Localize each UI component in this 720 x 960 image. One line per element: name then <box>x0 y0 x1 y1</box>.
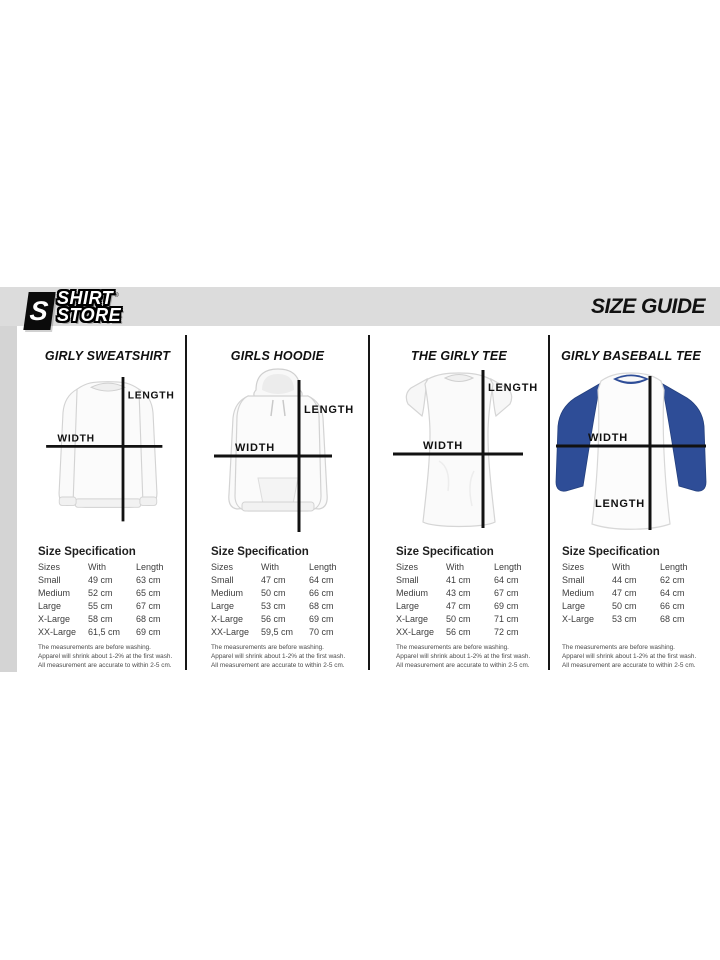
product-title: GIRLY BASEBALL TEE <box>561 349 701 363</box>
header-sizes: Sizes <box>396 562 419 572</box>
disclaimer-line: All measurement are accurate to within 2-5 cm. <box>396 662 530 669</box>
table-row: Large 50 cm 66 cm <box>562 601 685 611</box>
disclaimer-line: The measurements are before washing. <box>211 644 324 651</box>
table-row: Large 55 cm 67 cm <box>38 601 161 611</box>
tee-image <box>379 366 539 538</box>
sweatshirt-image <box>33 366 183 538</box>
table-row: Small 44 cm 62 cm <box>562 575 685 585</box>
sweatshirt-right-cuff <box>139 497 156 505</box>
sweatshirt-hem <box>75 499 141 507</box>
disclaimer-line: All measurement are accurate to within 2-5 cm. <box>38 662 172 669</box>
product-column-girly-tee <box>368 335 548 670</box>
spec-header-row <box>396 561 544 574</box>
side-strip <box>0 326 17 672</box>
spec-section <box>187 546 368 670</box>
disclaimer <box>38 643 180 670</box>
disclaimer-line: Apparel will shrink about 1-2% at the first wash. <box>396 653 531 660</box>
width-label: WIDTH <box>56 433 95 445</box>
page-title: SIZE GUIDE <box>590 295 705 318</box>
table-row: X-Large 53 cm 68 cm <box>562 614 685 624</box>
spec-heading: Size Specification <box>562 546 660 558</box>
table-row: Large 47 cm 69 cm <box>396 601 519 611</box>
disclaimer <box>562 643 704 670</box>
width-label: WIDTH <box>234 442 275 454</box>
table-row <box>562 626 710 639</box>
hoodie-hem <box>242 502 314 511</box>
table-row: Medium 43 cm 67 cm <box>396 588 519 598</box>
length-label: LENGTH <box>127 390 175 402</box>
disclaimer-line: The measurements are before washing. <box>38 644 151 651</box>
baseball-right-sleeve <box>661 383 706 491</box>
logo-s-letter: S <box>28 295 51 326</box>
logo-wordmark <box>57 290 121 324</box>
table-row: XX-Large 56 cm 72 cm <box>396 627 519 637</box>
spec-table <box>396 561 544 639</box>
disclaimer <box>211 643 353 670</box>
disclaimer-line: All measurement are accurate to within 2-5 cm. <box>211 662 345 669</box>
disclaimer <box>396 643 538 670</box>
disclaimer-line: Apparel will shrink about 1-2% at the first wash. <box>562 653 697 660</box>
tee-left-sleeve <box>406 379 427 416</box>
product-title: GIRLY SWEATSHIRT <box>44 349 171 363</box>
disclaimer-line: Apparel will shrink about 1-2% at the first wash. <box>38 653 173 660</box>
table-row: XX-Large 61,5 cm 69 cm <box>38 627 161 637</box>
header-width: With <box>261 562 279 572</box>
hoodie-image <box>198 366 358 538</box>
spec-table <box>562 561 710 639</box>
spec-table <box>211 561 359 639</box>
table-row: X-Large 58 cm 68 cm <box>38 614 161 624</box>
header-width: With <box>446 562 464 572</box>
disclaimer-line: All measurement are accurate to within 2-5 cm. <box>562 662 696 669</box>
spec-heading: Size Specification <box>38 546 136 558</box>
length-label: LENGTH <box>594 498 645 510</box>
table-row: Small 49 cm 63 cm <box>38 575 161 585</box>
length-label: LENGTH <box>488 382 539 394</box>
product-column-girly-baseball-tee <box>548 335 712 670</box>
width-label: WIDTH <box>587 432 629 444</box>
sweatshirt-left-cuff <box>59 497 76 505</box>
header-length: Length <box>660 562 688 572</box>
size-guide-columns <box>30 335 712 669</box>
table-row: Medium 47 cm 64 cm <box>562 588 685 598</box>
product-title: GIRLS HOODIE <box>230 349 325 363</box>
logo-line2: STORE <box>57 305 122 326</box>
logo-line1: SHIRT® <box>57 288 120 308</box>
logo-s-icon <box>23 292 55 330</box>
registered-mark: ® <box>114 293 120 299</box>
header-width: With <box>88 562 106 572</box>
table-row: X-Large 50 cm 71 cm <box>396 614 519 624</box>
baseball-tee-image <box>551 366 711 538</box>
table-row: Large 53 cm 68 cm <box>211 601 334 611</box>
table-row: Small 47 cm 64 cm <box>211 575 334 585</box>
disclaimer-line: Apparel will shrink about 1-2% at the first wash. <box>211 653 346 660</box>
length-label: LENGTH <box>303 404 354 416</box>
spec-header-row <box>211 561 359 574</box>
header-sizes: Sizes <box>38 562 61 572</box>
width-label: WIDTH <box>422 440 464 452</box>
header-sizes: Sizes <box>562 562 585 572</box>
header-length: Length <box>309 562 337 572</box>
table-row: Small 41 cm 64 cm <box>396 575 519 585</box>
product-column-girls-hoodie <box>185 335 368 670</box>
brand-logo <box>26 288 122 330</box>
spec-heading: Size Specification <box>211 546 309 558</box>
table-row: X-Large 56 cm 69 cm <box>211 614 334 624</box>
spec-section <box>550 546 712 670</box>
table-row: Medium 52 cm 65 cm <box>38 588 161 598</box>
disclaimer-line: The measurements are before washing. <box>562 644 675 651</box>
table-row: Medium 50 cm 66 cm <box>211 588 334 598</box>
hoodie-pocket <box>258 478 298 504</box>
spec-heading: Size Specification <box>396 546 494 558</box>
spec-table <box>38 561 186 639</box>
header-length: Length <box>136 562 164 572</box>
product-column-girly-sweatshirt <box>30 335 185 670</box>
spec-header-row <box>38 561 186 574</box>
product-title: THE GIRLY TEE <box>411 349 507 363</box>
header-sizes: Sizes <box>211 562 234 572</box>
spec-section <box>370 546 548 670</box>
disclaimer-line: The measurements are before washing. <box>396 644 509 651</box>
spec-header-row <box>562 561 710 574</box>
spec-section <box>30 546 185 670</box>
header-width: With <box>612 562 630 572</box>
header-length: Length <box>494 562 522 572</box>
table-row: XX-Large 59,5 cm 70 cm <box>211 627 334 637</box>
